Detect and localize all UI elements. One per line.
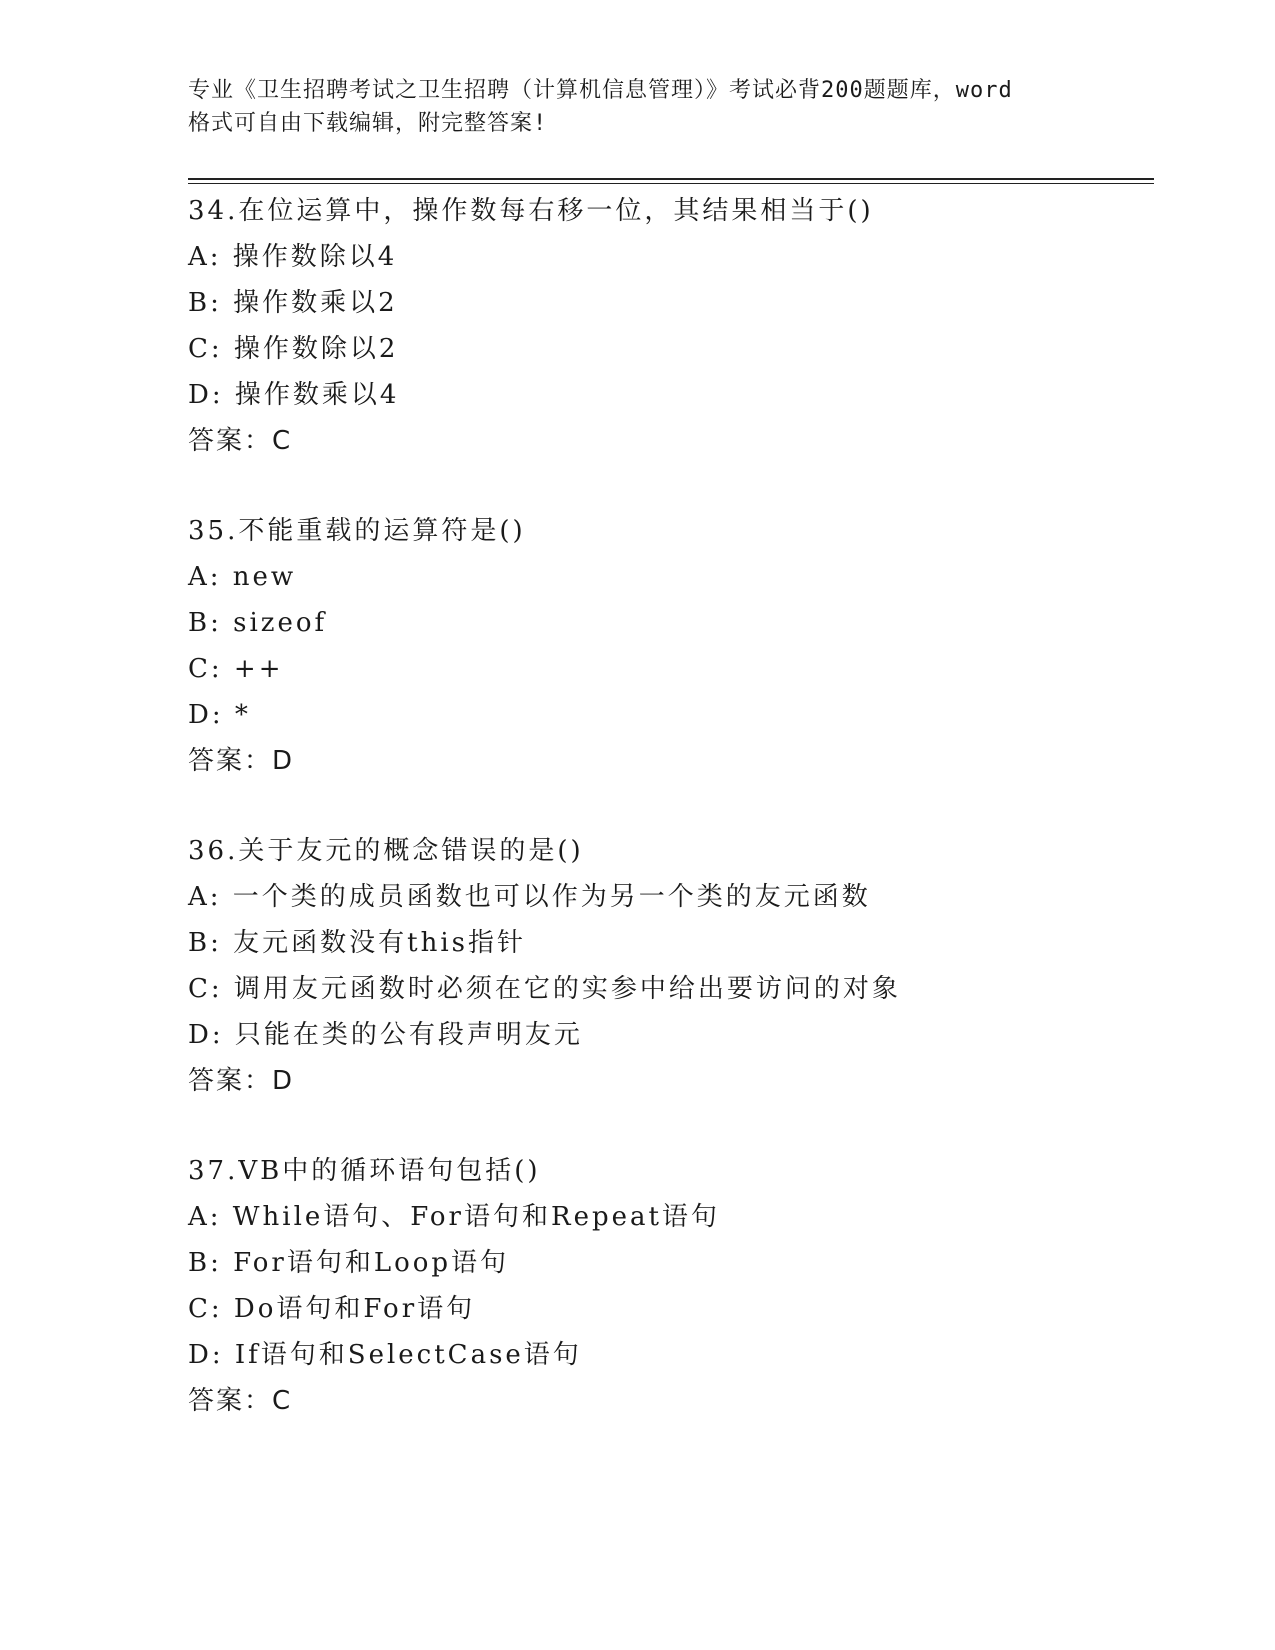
option-b: B: sizeof <box>188 608 328 638</box>
option-c: C: Do语句和For语句 <box>188 1294 476 1324</box>
option-b: B: 操作数乘以2 <box>188 288 398 318</box>
question-34 <box>188 188 1154 464</box>
option-c: C: ++ <box>188 654 284 684</box>
option-b: B: 友元函数没有this指针 <box>188 928 526 958</box>
question-37 <box>188 1148 1154 1424</box>
answer-label: 答案：D <box>188 746 295 776</box>
option-a: A: While语句、For语句和Repeat语句 <box>188 1202 720 1232</box>
option-c: C: 调用友元函数时必须在它的实参中给出要访问的对象 <box>188 974 901 1004</box>
question-35 <box>188 508 1154 784</box>
answer-label: 答案：D <box>188 1066 295 1096</box>
question-36 <box>188 828 1154 1104</box>
question-stem: 35.不能重载的运算符是() <box>188 516 526 546</box>
option-d: D: 只能在类的公有段声明友元 <box>188 1020 583 1050</box>
option-a: A: 操作数除以4 <box>188 242 398 272</box>
answer-label: 答案：C <box>188 1386 293 1416</box>
question-stem: 36.关于友元的概念错误的是() <box>188 836 584 866</box>
document-header <box>188 74 1088 140</box>
answer-label: 答案：C <box>188 426 293 456</box>
option-c: C: 操作数除以2 <box>188 334 399 364</box>
question-stem: 37.VB中的循环语句包括() <box>188 1156 541 1186</box>
question-stem: 34.在位运算中，操作数每右移一位，其结果相当于() <box>188 196 874 226</box>
option-d: D: * <box>188 700 251 730</box>
option-d: D: 操作数乘以4 <box>188 380 400 410</box>
header-line-2: 格式可自由下载编辑，附完整答案! <box>188 111 548 136</box>
option-a: A: new <box>188 562 297 592</box>
option-d: D: If语句和SelectCase语句 <box>188 1340 582 1370</box>
question-list <box>188 188 1154 1468</box>
option-a: A: 一个类的成员函数也可以作为另一个类的友元函数 <box>188 882 871 912</box>
header-line-1: 专业《卫生招聘考试之卫生招聘（计算机信息管理）》考试必背200题题库，word <box>188 78 1013 103</box>
header-divider-thick <box>188 178 1154 180</box>
option-b: B: For语句和Loop语句 <box>188 1248 510 1278</box>
header-divider-thin <box>188 183 1154 184</box>
